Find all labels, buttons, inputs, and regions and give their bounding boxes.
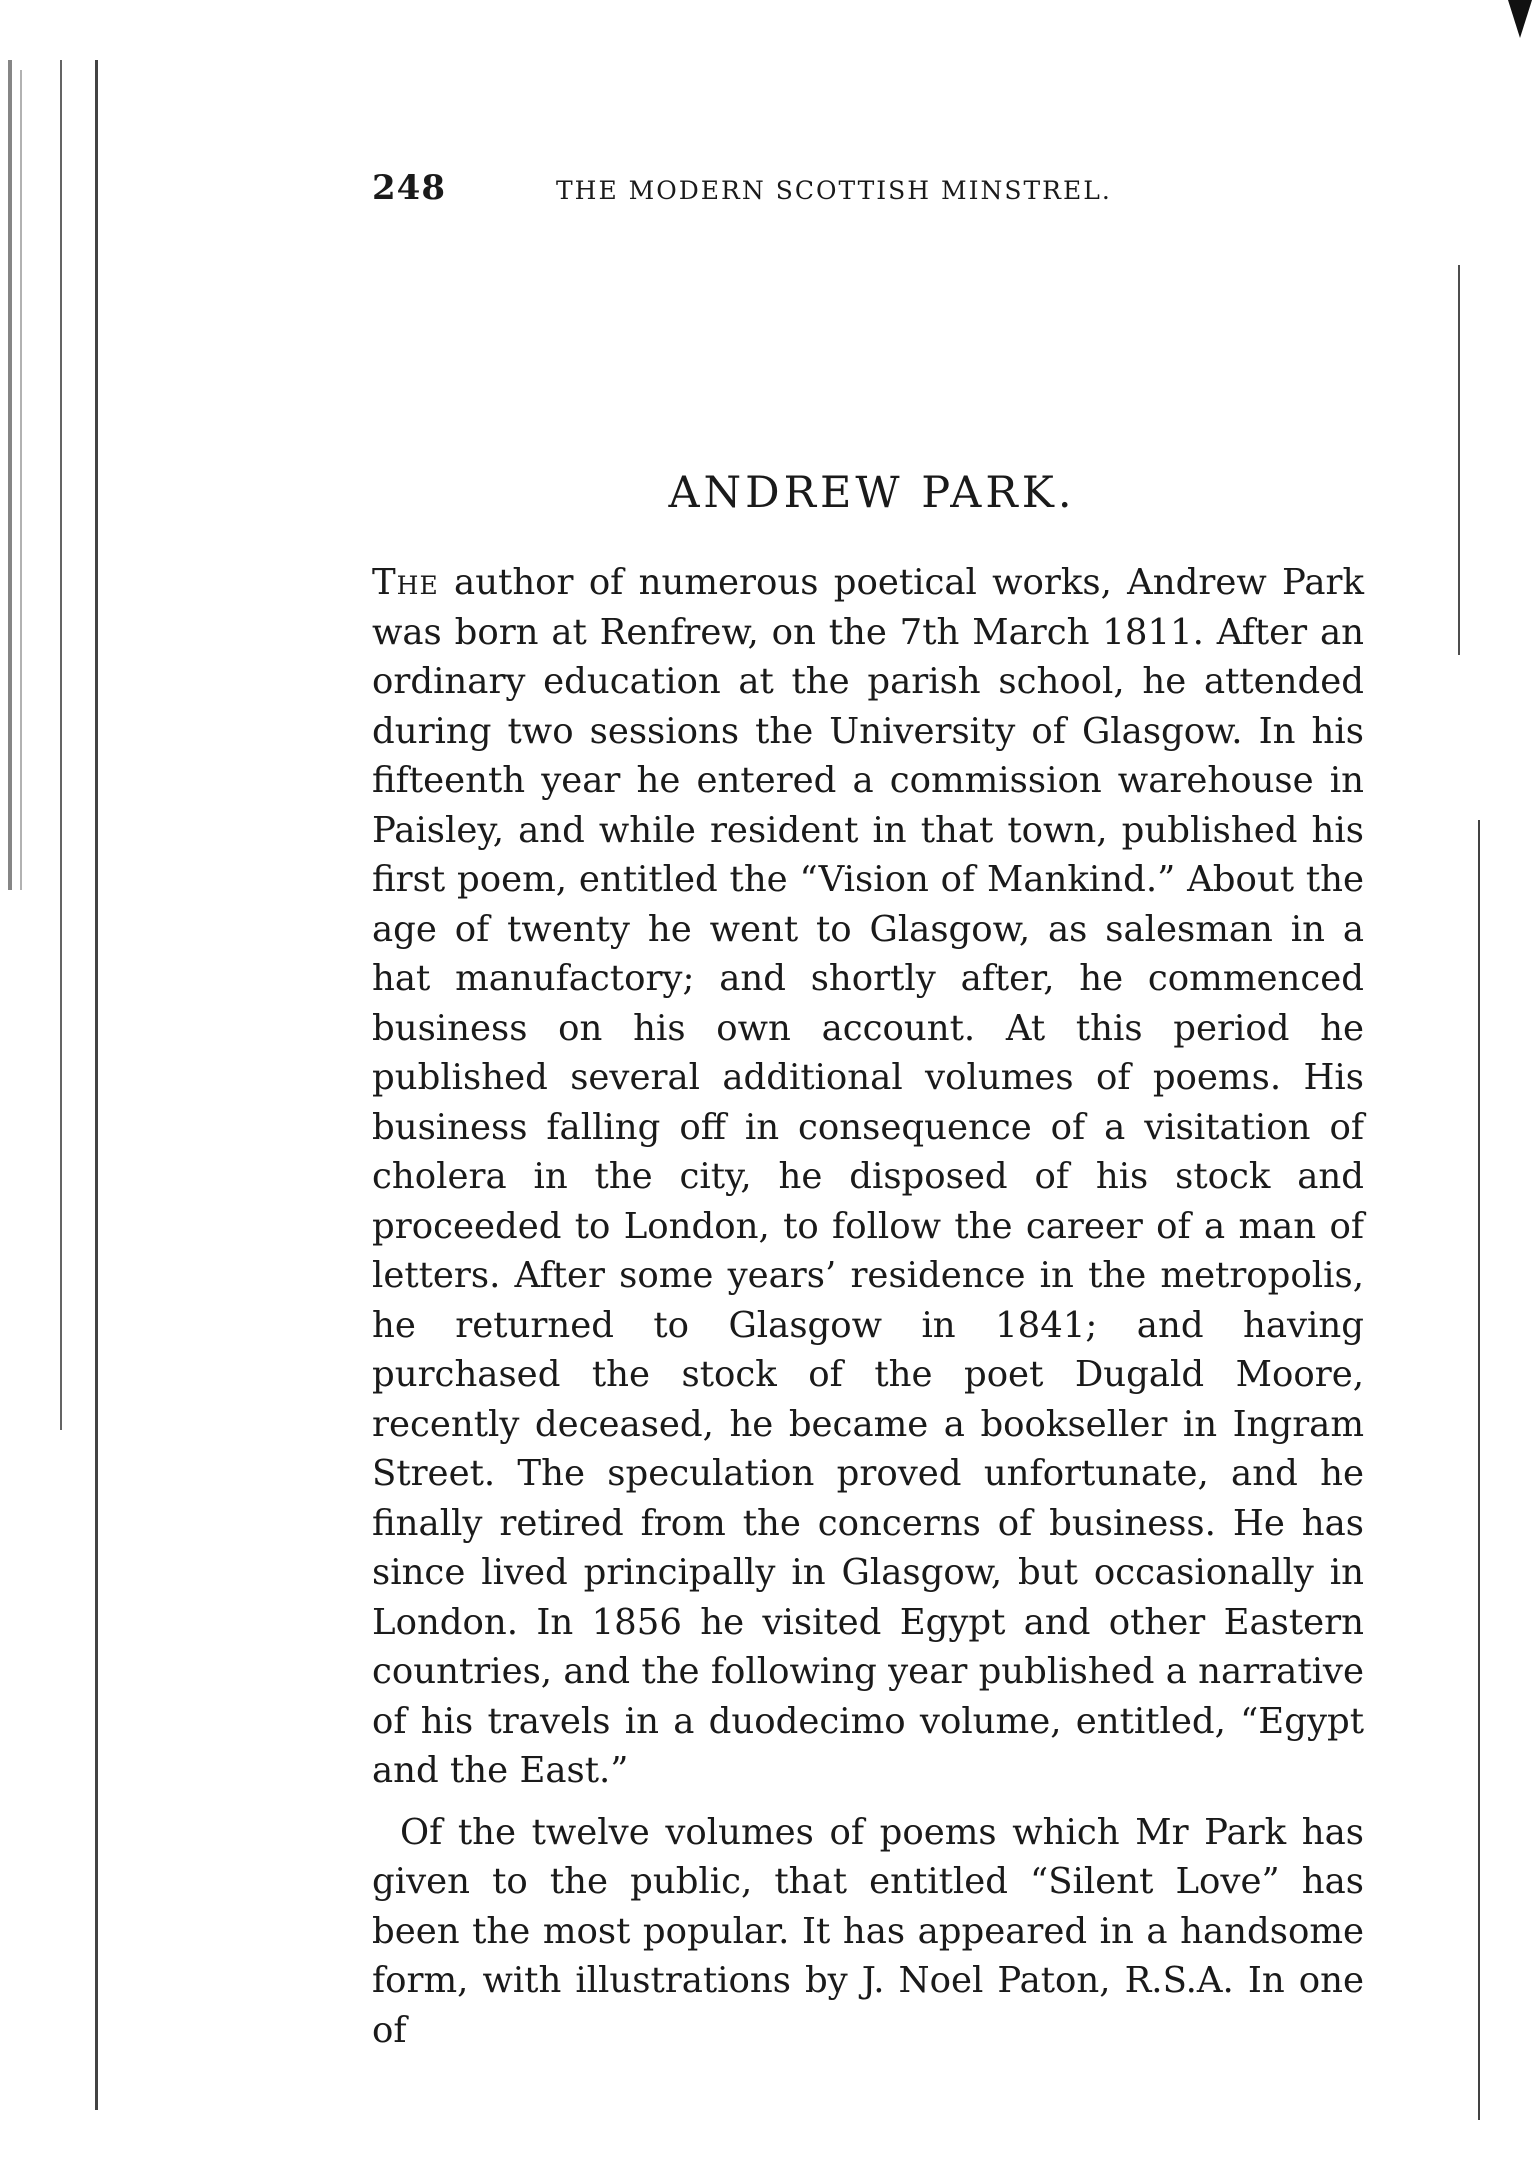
paragraph: Of the twelve volumes of poems which Mr Park has given to the public, that entitled “Silent Love” has been the most popular. It has appeared in a handsome form, with illustrations by J. Noel Paton, R.S.A. In one of: [372, 1811, 1364, 2051]
page-number: 248: [372, 168, 446, 208]
article-title: ANDREW PARK.: [668, 468, 1076, 518]
running-title: THE MODERN SCOTTISH MINSTREL.: [555, 176, 1112, 205]
scan-edge-right: [1478, 820, 1480, 2120]
paragraph-text: author of numerous poetical works, Andrew Park was born at Renfrew, on the 7th March 1811. After an ordinary education at the parish school, he attended during two sessions the University of Glasgow. In his fifteenth year he entered a commission warehouse in Paisley, and while resident in that town, published his first poem, entitled the “Vision of Mankind.” About the age of twenty he went to Glasgow, as salesman in a hat manufactory; and shortly after, he commenced business on his own account. At this period he published several additional volumes of poems. His business falling off in consequence of a visitation of cholera in the city, he disposed of his stock and proceeded to London, to follow the career of a man of letters. After some years’ residence in the metropolis, he returned to Glasgow in 1841; and having purchased the stock of the poet Dugald Moore, recently deceased, he became a bookseller in Ingram Street. The speculation proved unfortunate, and he finally retired from the concerns of business. He has since lived principally in Glasgow, but occasionally in London. In 1856 he visited Egypt and other Eastern countries, and the following year published a narrative of his travels in a duodecimo volume, entitled, “Egypt and the East.”: [372, 562, 1364, 1791]
scan-edge-left: [95, 60, 98, 2110]
scan-edge-left: [20, 70, 22, 890]
article-body: [372, 558, 1364, 2055]
running-head: [372, 168, 1372, 218]
scan-edge-left: [60, 60, 62, 1430]
scan-edge-right: [1458, 265, 1460, 655]
scan-edge-left: [8, 60, 12, 890]
paragraph-lead: The: [372, 562, 439, 603]
corner-mark-icon: [1508, 0, 1532, 38]
paragraph: [372, 558, 1364, 1796]
